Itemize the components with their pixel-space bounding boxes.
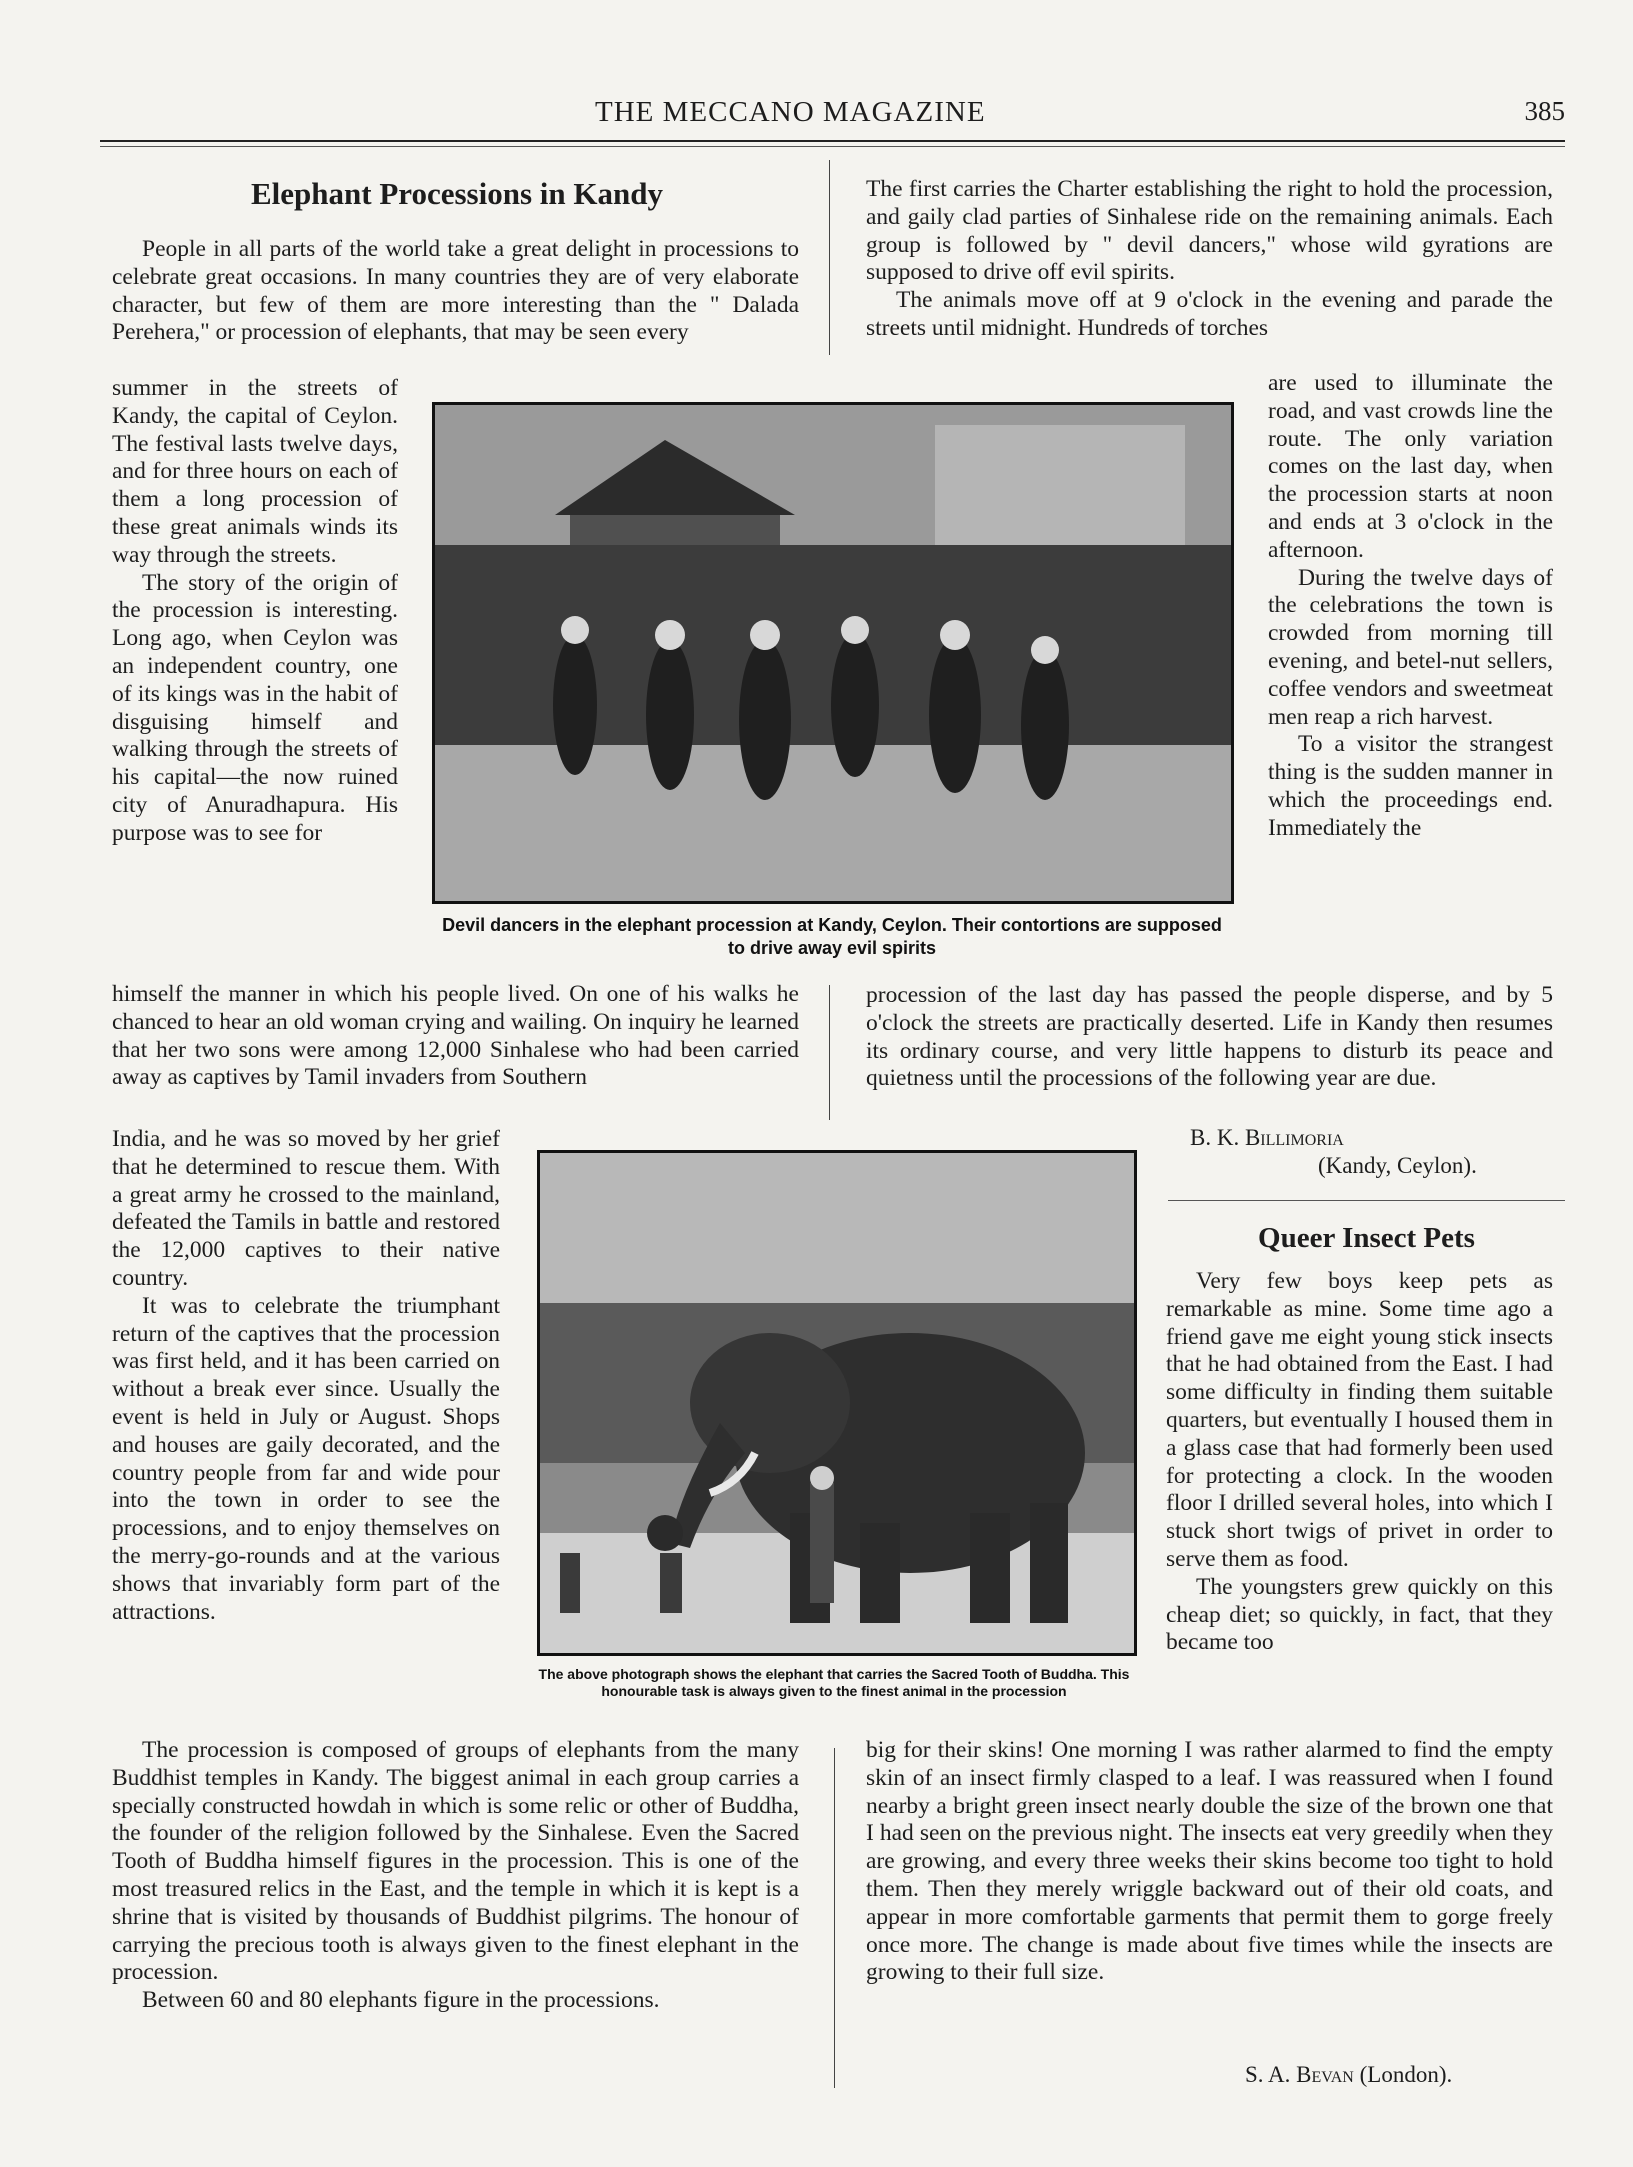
photo-caption: The above photograph shows the elephant that carries the Sacred Tooth of Buddha. This honourable task is always given to the finest animal in the procession [538, 1666, 1130, 1699]
paragraph-text: It was to celebrate the triumphant return of the captives that the procession was first held, and it has been carried on without a break ever since. Usually the event is held in July or August. Shops and houses are gaily decorated, and the country people from far and wide pour into the town in order to see the processions, and to enjoy themselves on the merry-go-rounds and at the various shows that invariably form part of the attractions. [112, 1292, 500, 1625]
devil-dancers-photo [432, 402, 1234, 904]
author-location: (London). [1359, 2062, 1453, 2087]
author-name: B. K. Billimoria [1190, 1125, 1344, 1150]
paragraph-text: Very few boys keep pets as remarkable as mine. Some time ago a friend gave me eight young stick insects that he had obtained from the East. I had some difficulty in finding them suitable quarters, but eventually I housed them in a glass case that had formerly been used for protecting a clock. In the wooden floor I drilled several holes, into which I stuck short twigs of privet in order to serve them as food. [1166, 1268, 1553, 1572]
paragraph-text: During the twelve days of the celebrations the town is crowded from morning till evening, and betel-nut sellers, coffee vendors and sweetmeat men reap a rich harvest. [1268, 564, 1553, 730]
paragraph-text: Between 60 and 80 elephants figure in the processions. [142, 1987, 660, 2014]
page-number: 385 [1524, 96, 1565, 126]
article-paragraph [112, 236, 799, 347]
header-rule [100, 140, 1565, 142]
article-paragraph [112, 1126, 500, 1626]
paragraph-text: People in all parts of the world take a great delight in processions to celebrate great occasions. In many countries they are of very elaborate character, but few of them are more interesting than the " Dalada Perehera," or procession of elephants, that may be seen every [112, 236, 799, 346]
section-divider [1168, 1200, 1565, 1201]
photo-caption: Devil dancers in the elephant procession at Kandy, Ceylon. Their contortions are supposed to drive away evil spirits [442, 915, 1222, 958]
paragraph-text: procession of the last day has passed the people disperse, and by 5 o'clock the streets are practically deserted. Life in Kandy then resumes its ordinary course, and very little happens to disturb its peace and quietness until the processions of the following year are due. [866, 982, 1553, 1092]
article-paragraph [866, 176, 1553, 343]
paragraph-text: The animals move off at 9 o'clock in the evening and parade the streets until midnight. Hundreds of torches [866, 287, 1553, 341]
article-paragraph [112, 375, 398, 848]
article-title: Queer Insect Pets [1258, 1222, 1475, 1254]
paragraph-text: The youngsters grew quickly on this cheap diet; so quickly, in fact, that they became too [1166, 1573, 1553, 1656]
paragraph-text: The first carries the Charter establishing the right to hold the procession, and gaily clad parties of Sinhalese ride on the remaining animals. Each group is followed by " devil dancers," whose wild gyrations are supposed to drive off evil spirits. [866, 176, 1553, 286]
header-rule-thin [100, 146, 1565, 147]
column-divider [829, 160, 830, 355]
article-paragraph [1268, 370, 1553, 843]
author-name: S. A. Bevan [1245, 2062, 1354, 2087]
article-title: Elephant Processions in Kandy [251, 176, 663, 211]
page-header [100, 96, 1565, 136]
devil-dancers-image [435, 405, 1231, 901]
paragraph-text: India, and he was so moved by her grief that he determined to rescue them. With a great army he crossed to the mainland, defeated the Tamils in battle and restored the 12,000 captives to their native country. [112, 1126, 500, 1291]
column-divider [829, 985, 830, 1120]
paragraph-text: To a visitor the strangest thing is the sudden manner in which the proceedings end. Immediately the [1268, 731, 1553, 841]
paragraph-text: summer in the streets of Kandy, the capital of Ceylon. The festival lasts twelve days, and for three hours on each of them a long procession of these great animals winds its way through the streets. [112, 375, 398, 568]
paragraph-text: The procession is composed of groups of elephants from the many Buddhist temples in Kandy. The biggest animal in each group carries a specially constructed howdah in which is some relic or other of Buddha, the founder of the religion followed by the Sinhalese. Even the Sacred Tooth of Buddha himself figures in the procession. This is one of the most treasured relics in the East, and the temple in which it is kept is a shrine that is visited by thousands of Buddhist pilgrims. The honour of carrying the precious tooth is always given to the finest elephant in the procession. [112, 1737, 799, 1986]
author-signature [1245, 2061, 1452, 2089]
article-paragraph [866, 1737, 1553, 1987]
paragraph-text: are used to illuminate the road, and vast crowds line the route. The only variation comes on the last day, when the procession starts at noon and ends at 3 o'clock in the afternoon. [1268, 370, 1553, 563]
sacred-tooth-elephant-photo [537, 1150, 1137, 1656]
article-paragraph [1166, 1268, 1553, 1657]
column-divider [834, 1748, 835, 2088]
author-location: (Kandy, Ceylon). [1318, 1153, 1477, 1178]
article-paragraph [866, 982, 1553, 1093]
magazine-title: THE MECCANO MAGAZINE [595, 96, 986, 128]
paragraph-text: big for their skins! One morning I was rather alarmed to find the empty skin of an insect firmly clasped to a leaf. I was reassured when I found nearby a bright green insect nearly double the size of the brown one that I had seen on the previous night. The insects eat very greedily when they are growing, and every three weeks their skins become too tight to hold them. Then they merely wriggle backward out of their old coats, and appear in more comfortable garments that permit them to gorge freely once more. The change is made about five times while the insects are growing to their full size. [866, 1737, 1553, 1986]
article-paragraph [112, 981, 799, 1092]
paragraph-text: himself the manner in which his people lived. On one of his walks he chanced to hear an old woman crying and wailing. On inquiry he learned that her two sons were among 12,000 Sinhalese who had been carried away as captives by Tamil invaders from Southern [112, 981, 799, 1091]
article-paragraph [112, 1737, 799, 2015]
elephant-image [540, 1153, 1134, 1653]
paragraph-text: The story of the origin of the procession is interesting. Long ago, when Ceylon was an independent country, one of its kings was in the habit of disguising himself and walking through the streets of his capital—the now ruined city of Anuradhapura. His purpose was to see for [112, 569, 398, 846]
